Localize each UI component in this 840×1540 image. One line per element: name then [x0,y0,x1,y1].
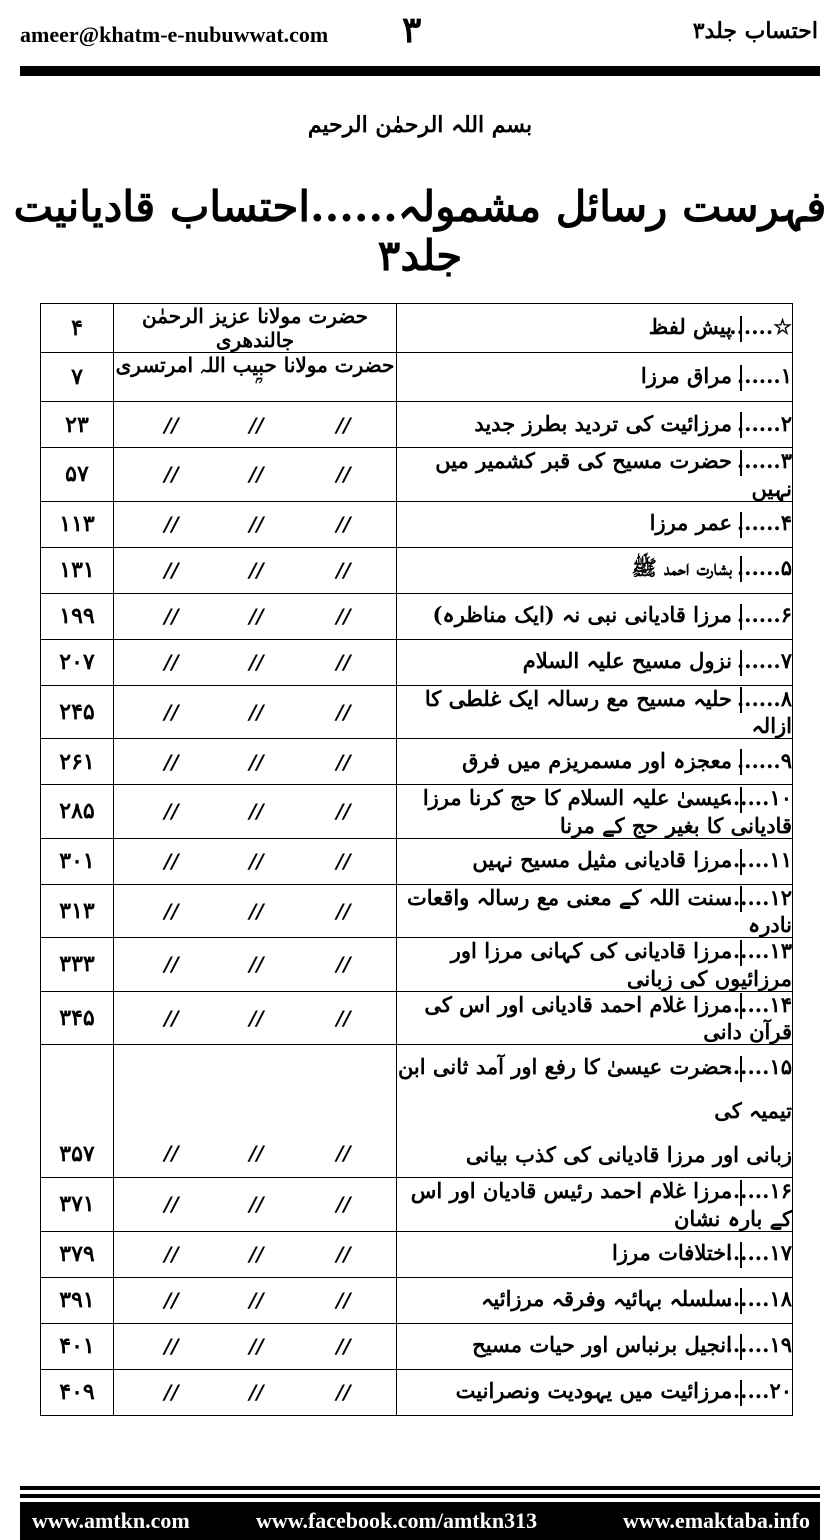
author-cell [114,547,397,593]
entry-number: ۳...... [736,448,792,473]
entry-title[interactable]: عیسیٰ علیہ السلام کا حج کرنا مرزا قادیانی کا بغیر حج کے مرنا [422,785,792,838]
ditto-mark: // [249,1288,264,1312]
ditto-mark: // [249,650,264,674]
author-cell [114,1231,397,1277]
author-name: حضرت مولانا حبیب اللہ امرتسری [115,353,395,377]
ditto-mark: // [164,699,179,724]
author-cell [114,739,397,785]
author-cell [114,1178,397,1232]
page-ref: ۳۷۹ [41,1231,114,1277]
page-ref: ۳۳۳ [41,938,114,992]
entry-title[interactable]: پیش لفظ [648,314,732,340]
ditto-mark: // [164,1141,179,1165]
entry-title[interactable]: مرزائیت کی تردید بطرز جدید [474,410,732,436]
ditto-mark: // [164,604,179,628]
page-ref: ۴ [41,304,114,353]
author-cell [114,838,397,884]
page-ref: ۴۰۹ [41,1369,114,1415]
page-header [0,0,840,70]
title-cell [397,685,793,739]
ditto-mark: // [164,749,179,774]
ditto-mark: // [249,1242,264,1266]
author-cell [114,785,397,839]
ditto-mark: // [336,799,351,824]
title-cell [397,785,793,839]
entry-number: ۶...... [736,602,792,628]
ditto-mark: // [336,650,351,674]
title-cell [397,1277,793,1323]
ditto-mark: // [164,558,179,582]
ditto-mark: // [249,749,264,774]
ditto-mark: // [164,849,179,873]
entry-number: ۱۱...... [725,847,792,873]
author-cell [114,1369,397,1415]
entry-number: ۱...... [736,363,792,389]
page-ref: ۳۱۳ [41,884,114,938]
entry-title-continued[interactable]: زبانی اور مرزا قادیانی کی کذب بیانی [465,1142,792,1167]
ditto-mark: // [336,849,351,873]
page-number: ۳ [402,9,422,51]
ditto-mark: // [249,512,264,536]
entry-number: ۱۳...... [725,938,792,963]
author-cell [114,938,397,992]
ditto-mark: // [164,952,179,977]
entry-number: ۱۸...... [725,1286,792,1312]
page-ref: ۷ [41,353,114,402]
table-row [41,448,793,502]
author-cell [114,353,397,402]
ditto-mark: // [249,849,264,873]
ditto-mark: // [336,1192,351,1217]
table-row [41,593,793,639]
ditto-mark: // [164,462,179,487]
entry-number: ۴...... [736,510,792,536]
ditto-mark: // [164,512,179,536]
ditto-mark: // [336,512,351,536]
page-title: فہرست رسائل مشمولہ......احتساب قادیانیت جلد۳ [13,182,827,280]
entry-number: ۱۶...... [725,1178,792,1203]
ditto-mark: // [164,1005,179,1030]
ditto-mark: // [164,412,179,437]
entry-title[interactable]: نزول مسیح علیہ السلام [522,648,732,674]
ditto-mark: // [249,898,264,923]
entry-title[interactable]: مرزائیت میں یہودیت ونصرانیت [455,1378,732,1404]
entry-title[interactable]: حضرت مسیح کی قبر کشمیر میں نہیں [435,448,792,501]
page-ref: ۱۳۱ [41,547,114,593]
ditto-mark: // [249,1334,264,1358]
title-cell [397,938,793,992]
title-cell [397,838,793,884]
table-row [41,639,793,685]
title-cell [397,1045,793,1178]
table-row [41,739,793,785]
ditto-mark: // [336,462,351,487]
ditto-mark: // [164,1192,179,1217]
ditto-mark: // [164,898,179,923]
title-cell [397,1323,793,1369]
ditto-mark: // [249,699,264,724]
title-cell [397,353,793,402]
ditto-mark: // [336,558,351,582]
page-ref: ۴۰۱ [41,1323,114,1369]
page-ref: ۳۴۵ [41,991,114,1045]
title-cell [397,593,793,639]
ditto-mark: // [336,1242,351,1266]
page-ref: ۳۷۱ [41,1178,114,1232]
title-cell [397,448,793,502]
page-ref: ۳۵۷ [41,1045,114,1178]
ditto-mark: // [336,1005,351,1030]
table-row [41,1277,793,1323]
ditto-mark: // [249,412,264,437]
entry-title[interactable]: مرزا غلام احمد قادیانی اور اس کی قرآن دانی [424,991,792,1044]
ditto-mark: // [336,699,351,724]
page-ref: ۲۶۱ [41,739,114,785]
page-ref: ۵۷ [41,448,114,502]
ditto-mark: // [336,952,351,977]
title-cell [397,1369,793,1415]
footer-link-facebook[interactable]: www.facebook.com/amtkn313 [256,1508,538,1533]
table-row [41,938,793,992]
entry-title[interactable]: بشارت احمد ﷺ [631,554,732,580]
ditto-mark: // [249,604,264,628]
ditto-mark: // [164,799,179,824]
table-row [41,1231,793,1277]
entry-title[interactable]: معجزہ اور مسمریزم میں فرق [462,747,732,773]
table-row [41,685,793,739]
table-row [41,304,793,353]
entry-number: ۱۵...... [725,1054,792,1079]
entry-title[interactable]: اختلافات مرزا [611,1240,732,1266]
ditto-mark: // [336,412,351,437]
ditto-mark: // [336,1380,351,1404]
table-row [41,501,793,547]
header-rule [20,66,820,76]
page-ref: ۲۴۵ [41,685,114,739]
entry-number: ۱۰...... [725,785,792,810]
entry-number: ۱۹...... [725,1332,792,1358]
bismillah: بسم اللہ الرحمٰن الرحیم [307,112,533,138]
title-cell [397,991,793,1045]
author-cell [114,639,397,685]
author-cell [114,593,397,639]
table-row [41,402,793,448]
page-ref: ۱۹۹ [41,593,114,639]
entry-title[interactable]: سنت اللہ کے معنی مع رسالہ واقعات نادرہ [406,884,792,937]
author-cell [114,1323,397,1369]
title-cell [397,1178,793,1232]
entry-number: ۷...... [736,648,792,674]
ditto-mark: // [164,1334,179,1358]
title-cell [397,304,793,353]
title-cell [397,739,793,785]
page-ref: ۲۳ [41,402,114,448]
entry-title[interactable]: حلیہ مسیح مع رسالہ ایک غلطی کا ازالہ [424,685,792,738]
ditto-mark: // [336,749,351,774]
footer-rule [20,1494,820,1498]
table-row [41,1045,793,1178]
entry-title[interactable]: عمر مرزا [649,510,732,536]
page-ref: ۲۰۷ [41,639,114,685]
title-cell [397,402,793,448]
title-cell [397,1231,793,1277]
table-row [41,838,793,884]
header-email[interactable]: ameer@khatm-e-nubuwwat.com [20,22,329,47]
ditto-mark: // [249,952,264,977]
entry-number: ۲...... [736,410,792,436]
entry-title[interactable]: حضرت عیسیٰ کا رفع اور آمد ثانی ابن تیمیہ کی [397,1054,792,1123]
entry-number: ۵...... [736,554,792,580]
page-footer [20,1506,820,1536]
ditto-mark: // [249,558,264,582]
footer-link-emaktaba[interactable]: www.emaktaba.info [622,1508,810,1533]
author-cell [114,685,397,739]
author-cell [114,448,397,502]
table-row [41,1178,793,1232]
footer-link-amtkn[interactable]: www.amtkn.com [32,1508,190,1533]
table-row [41,353,793,402]
entry-title[interactable]: سلسلہ بہائیہ وفرقہ مرزائیہ [481,1286,732,1312]
author-cell [114,304,397,353]
entry-title[interactable]: مراق مرزا [640,363,732,389]
table-row [41,1323,793,1369]
title-cell [397,501,793,547]
ditto-mark: // [336,898,351,923]
entry-number: ۱۷...... [725,1240,792,1266]
ditto-mark: // [249,462,264,487]
table-row [41,547,793,593]
entry-number: ۸...... [736,685,792,711]
entry-title[interactable]: مرزا قادیانی کی کہانی مرزا اور مرزائیوں کی زبانی [450,938,792,991]
table-row [41,785,793,839]
author-cell [114,884,397,938]
ditto-mark: // [164,650,179,674]
entry-title[interactable]: مرزا قادیانی نبی نہ (ایک مناظرہ) [432,602,732,628]
author-name: حضرت مولانا عزیز الرحمٰن جالندھری [142,304,368,352]
page-ref: ۳۹۱ [41,1277,114,1323]
entry-number: ۹...... [736,747,792,773]
ditto-mark: // [164,1380,179,1404]
ditto-mark: // [249,1380,264,1404]
author-cell [114,1277,397,1323]
table-row [41,1369,793,1415]
header-book-title: احتساب جلد۳ [692,18,818,44]
author-cell [114,402,397,448]
author-cell [114,1045,397,1178]
ditto-mark: // [164,1242,179,1266]
footer-rule [20,1486,820,1490]
table-row [41,884,793,938]
entry-number: ۱۲...... [725,884,792,910]
title-cell [397,639,793,685]
contents-table [40,303,793,1416]
ditto-mark: // [249,1192,264,1217]
entry-title[interactable]: مرزا غلام احمد رئیس قادیان اور اس کے بارہ نشان [410,1178,792,1231]
ditto-mark: // [249,1141,264,1165]
title-cell [397,884,793,938]
page-ref: ۱۱۳ [41,501,114,547]
entry-number: ☆...... [729,314,792,340]
author-cell [114,501,397,547]
ditto-mark: // [336,1141,351,1165]
author-cell [114,991,397,1045]
entry-number: ۲۰...... [725,1378,792,1404]
ditto-mark: // [164,1288,179,1312]
title-cell [397,547,793,593]
ditto-mark: // [249,1005,264,1030]
entry-title[interactable]: انجیل برنباس اور حیات مسیح [472,1332,732,1358]
table-row [41,991,793,1045]
ditto-mark: // [336,1288,351,1312]
entry-number: ۱۴...... [725,991,792,1017]
page-ref: ۲۸۵ [41,785,114,839]
page-ref: ۳۰۱ [41,838,114,884]
ditto-mark: // [336,1334,351,1358]
ditto-mark: // [249,799,264,824]
entry-title[interactable]: مرزا قادیانی مثیل مسیح نہیں [472,847,732,873]
ditto-mark: // [336,604,351,628]
